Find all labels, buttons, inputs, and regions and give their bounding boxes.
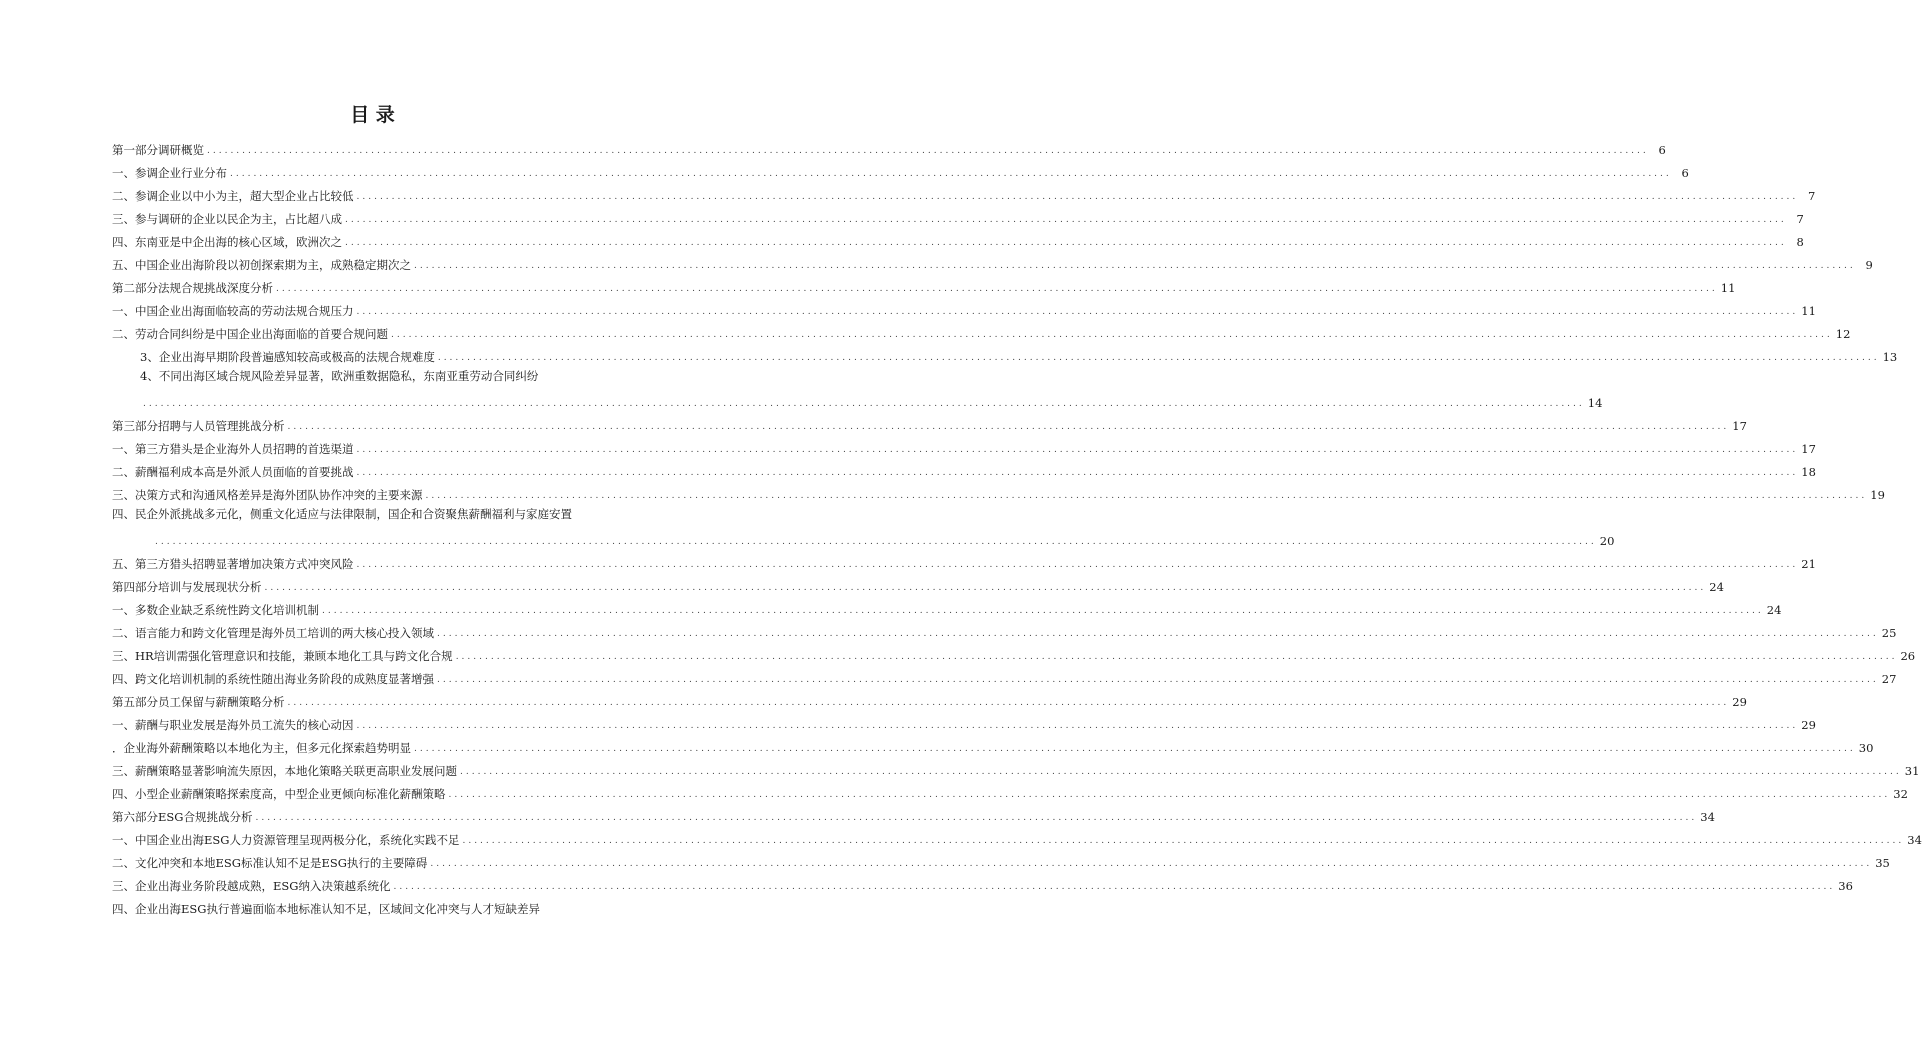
toc-entry-continuation (140, 388, 1603, 410)
toc-leader-dots: ...................................................................................................................................................................................................................................................... (207, 146, 1649, 156)
toc-entry-text: 三、参与调研的企业以民企为主，占比超八成 (112, 212, 342, 226)
toc-page-number: 12 (1835, 327, 1851, 341)
toc-page-number: 35 (1875, 856, 1890, 870)
toc-entry-text: 一、中国企业出海面临较高的劳动法规合规压力 (112, 304, 354, 318)
toc-page-number: 14 (1587, 396, 1603, 410)
toc-leader-dots: ...................................................................................................................................................................................................................................................... (356, 192, 1799, 202)
toc-entry[interactable] (112, 687, 1747, 709)
toc-entry-text: 五、第三方猎头招聘显著增加决策方式冲突风险 (112, 557, 354, 571)
toc-entry-text: 二、劳动合同纠纷是中国企业出海面临的首要合规问题 (112, 327, 388, 341)
toc-entry-continuation (152, 526, 1615, 548)
toc-page-number: 19 (1870, 488, 1885, 502)
toc-entry[interactable] (112, 710, 1816, 732)
toc-leader-dots: ...................................................................................................................................................................................................................................................... (437, 629, 1879, 639)
toc-page-number: 34 (1700, 810, 1715, 824)
toc-leader-dots: ...................................................................................................................................................................................................................................................... (430, 859, 1873, 869)
toc-page-number: 24 (1766, 603, 1782, 617)
toc-entry[interactable] (112, 204, 1804, 226)
toc-entry[interactable] (140, 365, 632, 387)
toc-page-number: 36 (1838, 879, 1853, 893)
toc-entry[interactable] (112, 503, 632, 525)
toc-entry-text: 一、薪酬与职业发展是海外员工流失的核心动因 (112, 718, 354, 732)
toc-entry-text: 四、东南亚是中企出海的核心区域，欧洲次之 (112, 235, 342, 249)
toc-entry-text: 第二部分法规合规挑战深度分析 (112, 281, 273, 295)
toc-entry-text: 二、语言能力和跨文化管理是海外员工培训的两大核心投入领域 (112, 626, 434, 640)
toc-leader-dots: ...................................................................................................................................................................................................................................................... (414, 261, 1856, 271)
toc-page-number: 6 (1681, 166, 1689, 180)
toc-entry-text: 3、企业出海早期阶段普遍感知较高或极高的法规合规难度 (140, 350, 435, 364)
toc-page-number: 31 (1904, 764, 1920, 778)
toc-page-number: 17 (1732, 419, 1747, 433)
toc-entry-text: 第五部分员工保留与薪酬策略分析 (112, 695, 285, 709)
toc-page-number: 8 (1796, 235, 1804, 249)
toc-entry[interactable] (112, 457, 1816, 479)
toc-page-number: 20 (1599, 534, 1615, 548)
toc-leader-dots: ...................................................................................................................................................................................................................................................... (345, 238, 1787, 248)
toc-leader-dots: ...................................................................................................................................................................................................................................................... (356, 445, 1799, 455)
toc-page-number: 6 (1658, 143, 1666, 157)
toc-entry[interactable] (112, 181, 1816, 203)
toc-entry[interactable] (112, 848, 1890, 870)
toc-entry[interactable] (112, 480, 1885, 502)
page-title: 目 录 (350, 104, 395, 126)
toc-leader-dots: ...................................................................................................................................................................................................................................................... (437, 675, 1879, 685)
toc-entry[interactable] (140, 342, 1898, 364)
toc-leader-dots: ...................................................................................................................................................................................................................................................... (425, 491, 1868, 501)
toc-entry-text: 第三部分招聘与人员管理挑战分析 (112, 419, 285, 433)
toc-leader-dots: ...................................................................................................................................................................................................................................................... (414, 744, 1856, 754)
toc-entry-text: 一、多数企业缺乏系统性跨文化培训机制 (112, 603, 319, 617)
toc-entry[interactable] (112, 894, 632, 916)
toc-page-number: 13 (1882, 350, 1898, 364)
toc-page-number: 17 (1801, 442, 1816, 456)
toc-entry-text: 四、跨文化培训机制的系统性随出海业务阶段的成熟度显著增强 (112, 672, 434, 686)
toc-entry[interactable] (112, 618, 1897, 640)
toc-page-number: 29 (1801, 718, 1816, 732)
toc-page-number: 9 (1865, 258, 1873, 272)
toc-entry[interactable] (112, 779, 1908, 801)
toc-entry-text: 三、企业出海业务阶段越成熟，ESG纳入决策越系统化 (112, 879, 391, 893)
toc-entry[interactable] (112, 135, 1666, 157)
toc-entry-text: 二、薪酬福利成本高是外派人员面临的首要挑战 (112, 465, 354, 479)
toc-page-number: 18 (1801, 465, 1816, 479)
toc-entry-text: 一、参调企业行业分布 (112, 166, 227, 180)
toc-entry[interactable] (112, 273, 1736, 295)
toc-entry[interactable] (112, 434, 1816, 456)
toc-leader-dots: ...................................................................................................................................................................................................................................................... (255, 813, 1698, 823)
toc-leader-dots: ...................................................................................................................................................................................................................................................... (264, 583, 1707, 593)
toc-entry[interactable] (112, 871, 1853, 893)
toc-page-number: 29 (1732, 695, 1747, 709)
toc-leader-dots: ...................................................................................................................................................................................................................................................... (322, 606, 1764, 616)
toc-entry[interactable] (112, 595, 1782, 617)
toc-leader-dots: ...................................................................................................................................................................................................................................................... (356, 307, 1799, 317)
toc-leader-dots: ...................................................................................................................................................................................................................................................... (287, 698, 1730, 708)
toc-entry-text: 第四部分培训与发展现状分析 (112, 580, 262, 594)
toc-entry-text: 第一部分调研概览 (112, 143, 204, 157)
toc-leader-dots: ...................................................................................................................................................................................................................................................... (356, 468, 1799, 478)
toc-leader-dots: ...................................................................................................................................................................................................................................................... (356, 721, 1799, 731)
toc-entry[interactable] (112, 756, 1920, 778)
toc-entry[interactable] (112, 227, 1804, 249)
toc-entry[interactable] (112, 319, 1851, 341)
toc-leader-dots: ...................................................................................................................................................................................................................................................... (155, 537, 1597, 547)
toc-entry-text: 四、企业出海ESG执行普遍面临本地标准认知不足，区域间文化冲突与人才短缺差异 (112, 902, 540, 916)
toc-page-number: 11 (1720, 281, 1736, 295)
toc-leader-dots: ...................................................................................................................................................................................................................................................... (230, 169, 1672, 179)
toc-entry-text: 第六部分ESG合规挑战分析 (112, 810, 253, 824)
toc-leader-dots: ...................................................................................................................................................................................................................................................... (345, 215, 1787, 225)
toc-page-number: 11 (1801, 304, 1816, 318)
toc-leader-dots: ...................................................................................................................................................................................................................................................... (448, 790, 1891, 800)
toc-entry[interactable] (112, 733, 1874, 755)
toc-page-number: 32 (1893, 787, 1908, 801)
toc-entry-text: 一、第三方猎头是企业海外人员招聘的首选渠道 (112, 442, 354, 456)
toc-entry[interactable] (112, 664, 1897, 686)
toc-entry[interactable] (112, 158, 1689, 180)
toc-leader-dots: ...................................................................................................................................................................................................................................................... (462, 836, 1905, 846)
toc-leader-dots: ...................................................................................................................................................................................................................................................... (460, 767, 1902, 777)
toc-entry-text: 四、民企外派挑战多元化，侧重文化适应与法律限制，国企和合资聚焦薪酬福利与家庭安置 (112, 507, 572, 521)
toc-entry-text: 五、中国企业出海阶段以初创探索期为主，成熟稳定期次之 (112, 258, 411, 272)
toc-entry-text: 三、HR培训需强化管理意识和技能，兼顾本地化工具与跨文化合规 (112, 649, 453, 663)
toc-entry[interactable] (112, 296, 1816, 318)
toc-leader-dots: ...................................................................................................................................................................................................................................................... (437, 353, 1880, 363)
toc-page-number: 25 (1881, 626, 1897, 640)
toc-page-number: 24 (1709, 580, 1724, 594)
toc-entry-text: 四、小型企业薪酬策略探索度高，中型企业更倾向标准化薪酬策略 (112, 787, 446, 801)
toc-leader-dots: ...................................................................................................................................................................................................................................................... (455, 652, 1898, 662)
toc-leader-dots: ...................................................................................................................................................................................................................................................... (287, 422, 1730, 432)
toc-page-number: 34 (1907, 833, 1922, 847)
toc-entry-text: 一、中国企业出海ESG人力资源管理呈现两极分化，系统化实践不足 (112, 833, 460, 847)
toc-entry-text: 二、参调企业以中小为主，超大型企业占比较低 (112, 189, 354, 203)
toc-page-number: 26 (1900, 649, 1916, 663)
toc-entry[interactable] (112, 825, 1922, 847)
toc-entry[interactable] (112, 802, 1715, 824)
toc-page-number: 27 (1881, 672, 1897, 686)
toc-entry[interactable] (112, 250, 1873, 272)
toc-entry[interactable] (112, 641, 1916, 663)
toc-entry[interactable] (112, 572, 1724, 594)
toc-entry-text: 二、文化冲突和本地ESG标准认知不足是ESG执行的主要障碍 (112, 856, 428, 870)
toc-leader-dots: ...................................................................................................................................................................................................................................................... (276, 284, 1718, 294)
toc-page-number: 21 (1801, 557, 1816, 571)
toc-entry-text: 4、不同出海区域合规风险差异显著，欧洲重数据隐私，东南亚重劳动合同纠纷 (140, 369, 539, 383)
toc-page-number: 30 (1858, 741, 1874, 755)
toc-leader-dots: ...................................................................................................................................................................................................................................................... (356, 560, 1799, 570)
toc-page-number: 7 (1807, 189, 1816, 203)
toc-entry[interactable] (112, 411, 1747, 433)
toc-entry-text: 三、决策方式和沟通风格差异是海外团队协作冲突的主要来源 (112, 488, 423, 502)
toc-leader-dots: ...................................................................................................................................................................................................................................................... (391, 330, 1833, 340)
toc-leader-dots: ...................................................................................................................................................................................................................................................... (393, 882, 1836, 892)
toc-entry-text: 三、薪酬策略显著影响流失原因，本地化策略关联更高职业发展问题 (112, 764, 457, 778)
toc-entry-text: ．企业海外薪酬策略以本地化为主，但多元化探索趋势明显 (112, 741, 411, 755)
toc-entry[interactable] (112, 549, 1816, 571)
toc-leader-dots: ...................................................................................................................................................................................................................................................... (143, 399, 1585, 409)
toc-page-number: 7 (1796, 212, 1804, 226)
